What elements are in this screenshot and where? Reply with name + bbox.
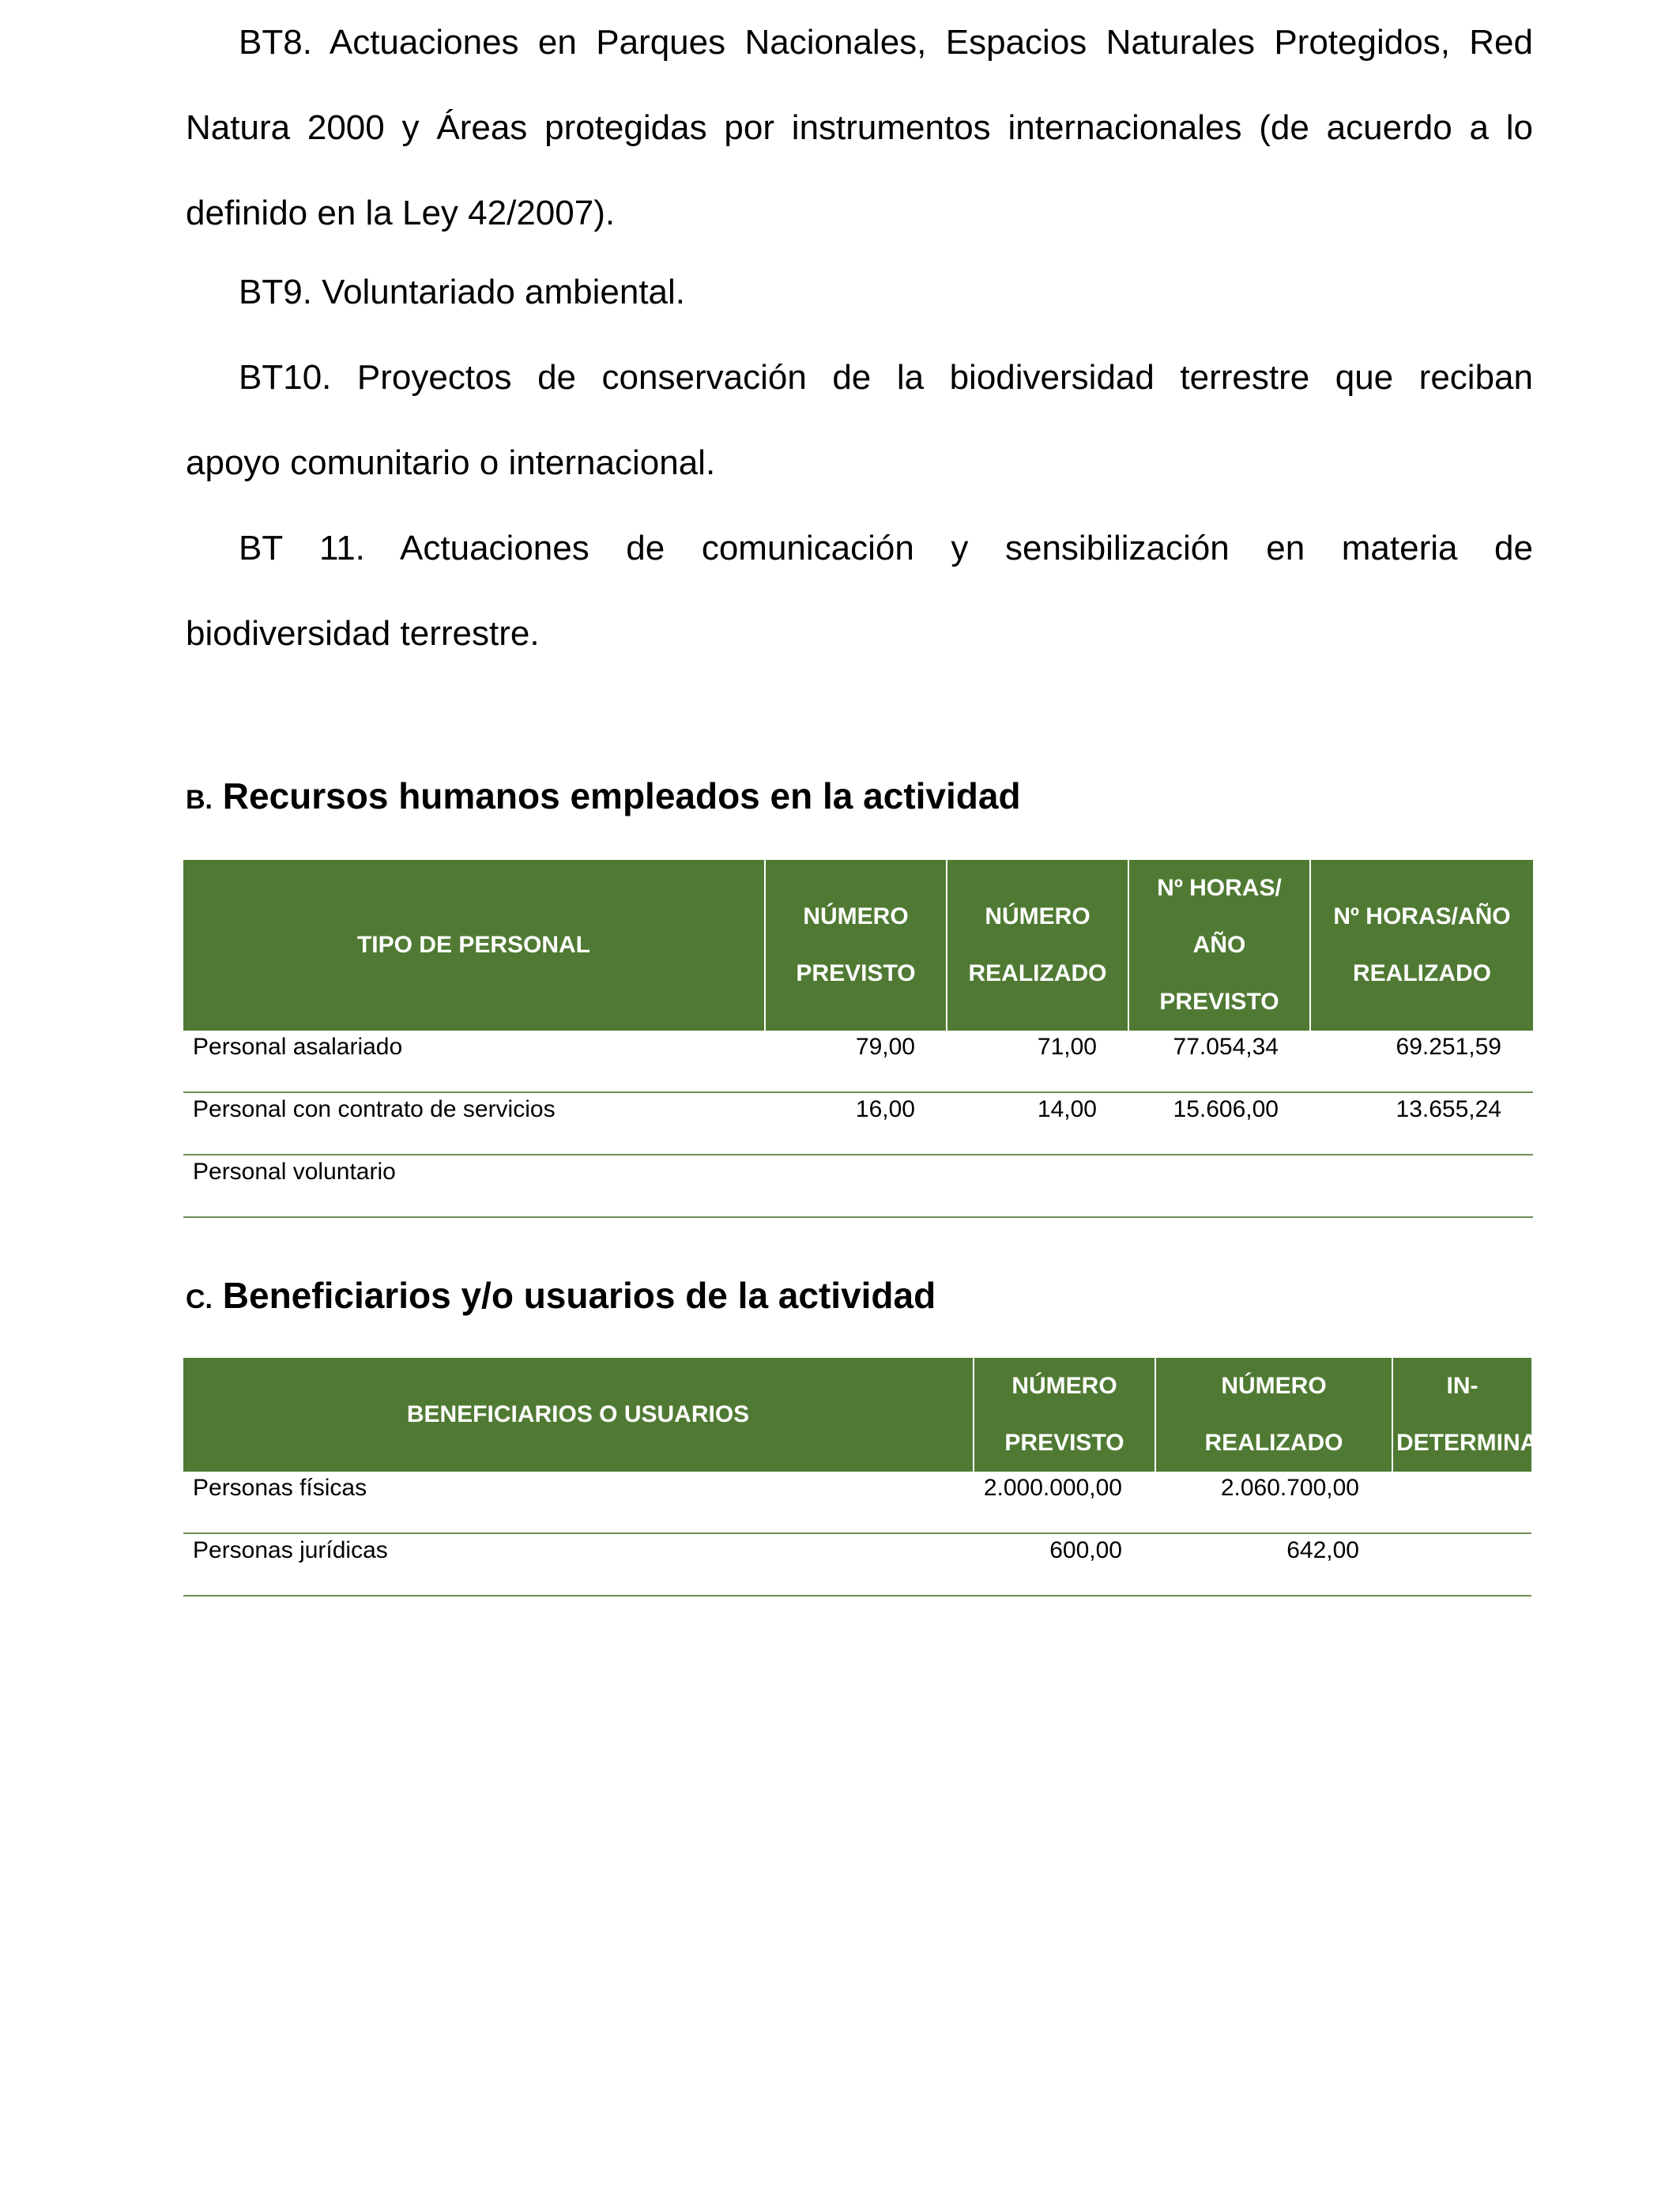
- cell-horas-previsto: 77.054,34: [1128, 1031, 1310, 1092]
- cell-numero-previsto: 600,00: [974, 1533, 1155, 1596]
- table-row: [183, 1092, 1533, 1155]
- cell-tipo: Personal asalariado: [183, 1031, 765, 1092]
- paragraph-line: BT10. Proyectos de conservación de la biodiversidad terrestre que reciban: [239, 358, 1533, 397]
- cell-numero-previsto: 79,00: [765, 1031, 947, 1092]
- cell-horas-previsto: 15.606,00: [1128, 1092, 1310, 1155]
- paragraph-bt8: [186, 0, 1533, 256]
- paragraph-line: apoyo comunitario o internacional.: [186, 443, 716, 482]
- cell-indeterminado: [1392, 1472, 1531, 1533]
- paragraph-line: BT9. Voluntariado ambiental.: [239, 273, 686, 311]
- header-numero-previsto: NÚMERO PREVISTO: [765, 860, 947, 1031]
- header-horas-previsto: Nº HORAS/ AÑO PREVISTO: [1128, 860, 1310, 1031]
- paragraph-line: BT8. Actuaciones en Parques Nacionales, Espacios Naturales Protegidos, Red: [239, 23, 1533, 62]
- table-row: [183, 1533, 1531, 1596]
- cell-tipo: Personal voluntario: [183, 1155, 765, 1217]
- header-numero-realizado: NÚMERO REALIZADO: [947, 860, 1128, 1031]
- cell-horas-previsto: [1128, 1155, 1310, 1217]
- cell-numero-realizado: 642,00: [1155, 1533, 1392, 1596]
- table-row: [183, 1031, 1533, 1092]
- header-numero-previsto: NÚMERO PREVISTO: [974, 1358, 1155, 1472]
- table-header-row: [183, 860, 1533, 1031]
- section-b-title-text: Recursos humanos empleados en la actividad: [222, 775, 1021, 816]
- section-b-letter: B.: [186, 785, 213, 815]
- header-beneficiarios: BENEFICIARIOS O USUARIOS: [183, 1358, 974, 1472]
- section-b-title: [186, 775, 1021, 817]
- cell-horas-realizado: 69.251,59: [1310, 1031, 1533, 1092]
- cell-numero-realizado: 2.060.700,00: [1155, 1472, 1392, 1533]
- paragraph-bt11: [186, 506, 1533, 677]
- cell-numero-previsto: [765, 1155, 947, 1217]
- paragraph-line: Natura 2000 y Áreas protegidas por instrumentos internacionales (de acuerdo a lo: [186, 108, 1533, 147]
- cell-indeterminado: [1392, 1533, 1531, 1596]
- header-tipo-personal: TIPO DE PERSONAL: [183, 860, 765, 1031]
- cell-tipo: Personas jurídicas: [183, 1533, 974, 1596]
- cell-numero-realizado: 71,00: [947, 1031, 1128, 1092]
- cell-tipo: Personas físicas: [183, 1472, 974, 1533]
- paragraph-line: definido en la Ley 42/2007).: [186, 194, 616, 232]
- paragraph-bt9: [186, 250, 1533, 335]
- cell-tipo: Personal con contrato de servicios: [183, 1092, 765, 1155]
- table-header-row: [183, 1358, 1531, 1472]
- section-c-title-text: Beneficiarios y/o usuarios de la actividad: [222, 1275, 936, 1316]
- recursos-humanos-table: [183, 860, 1533, 1218]
- section-c-title: [186, 1274, 936, 1317]
- cell-horas-realizado: [1310, 1155, 1533, 1217]
- header-indeterminado: IN- DETERMINADO: [1392, 1358, 1531, 1472]
- header-numero-realizado: NÚMERO REALIZADO: [1155, 1358, 1392, 1472]
- section-c-letter: C.: [186, 1284, 213, 1314]
- cell-numero-previsto: 16,00: [765, 1092, 947, 1155]
- cell-horas-realizado: 13.655,24: [1310, 1092, 1533, 1155]
- cell-numero-realizado: 14,00: [947, 1092, 1128, 1155]
- paragraph-line: BT 11. Actuaciones de comunicación y sensibilización en materia de: [239, 529, 1533, 567]
- cell-numero-previsto: 2.000.000,00: [974, 1472, 1155, 1533]
- cell-numero-realizado: [947, 1155, 1128, 1217]
- table-row: [183, 1472, 1531, 1533]
- table-row: [183, 1155, 1533, 1217]
- beneficiarios-table: [183, 1358, 1573, 1596]
- header-horas-realizado: Nº HORAS/AÑO REALIZADO: [1310, 860, 1533, 1031]
- paragraph-line: biodiversidad terrestre.: [186, 614, 540, 653]
- paragraph-bt10: [186, 335, 1533, 506]
